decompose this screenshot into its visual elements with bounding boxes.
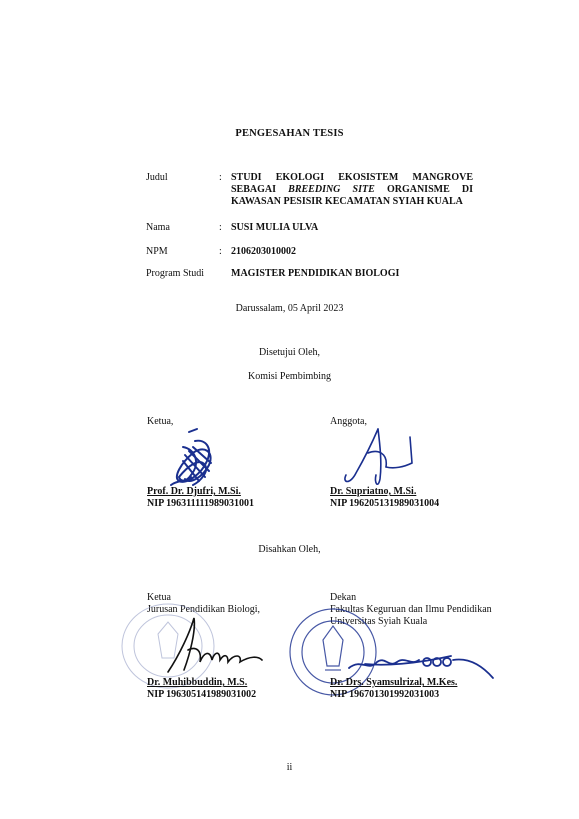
nama-label: Nama xyxy=(146,222,170,233)
place-date: Darussalam, 05 April 2023 xyxy=(235,303,344,314)
supervisor-left-role: Ketua, xyxy=(147,416,174,427)
page-number: ii xyxy=(286,762,293,773)
supervisor-right-nip: NIP 196205131989031004 xyxy=(330,498,440,509)
supervisor-right-role: Anggota, xyxy=(330,416,367,427)
official-left-role-1: Ketua xyxy=(147,592,171,603)
official-left-nip: NIP 196305141989031002 xyxy=(147,689,257,700)
page-title: PENGESAHAN TESIS xyxy=(235,128,344,139)
supervisor-left-name: Prof. Dr. Djufri, M.Si. xyxy=(147,486,241,497)
official-right-nip: NIP 196701301992031003 xyxy=(330,689,440,700)
signature-left xyxy=(165,427,235,492)
official-right-role-2: Fakultas Keguruan dan Ilmu Pendidikan xyxy=(330,604,492,615)
ratified-by: Disahkan Oleh, xyxy=(258,544,321,555)
npm-label: NPM xyxy=(146,246,168,257)
signature-right xyxy=(338,423,418,493)
npm-value: 2106203010002 xyxy=(231,246,296,257)
official-left-name: Dr. Muhibbuddin, M.S. xyxy=(147,677,248,688)
prodi-value: MAGISTER PENDIDIKAN BIOLOGI xyxy=(231,268,400,279)
supervisor-right-name: Dr. Supriatno, M.Si. xyxy=(330,486,417,497)
supervisor-left-nip: NIP 196311111989031001 xyxy=(147,498,254,509)
judul-line-2: SEBAGAI BREEDING SITE ORGANISME DI xyxy=(231,184,473,195)
committee: Komisi Pembimbing xyxy=(247,371,332,382)
prodi-label: Program Studi xyxy=(146,268,205,279)
official-left-role-2: Jurusan Pendidikan Biologi, xyxy=(147,604,261,615)
judul-label: Judul xyxy=(146,172,168,183)
signature-left-official xyxy=(160,614,270,676)
nama-value: SUSI MULIA ULVA xyxy=(231,222,319,233)
judul-line-3: KAWASAN PESISIR KECAMATAN SYIAH KUALA xyxy=(231,196,463,207)
approved-by: Disetujui Oleh, xyxy=(258,347,321,358)
official-right-role-3: Universitas Syiah Kuala xyxy=(330,616,428,627)
npm-colon: : xyxy=(219,246,222,257)
official-right-role-1: Dekan xyxy=(330,592,357,603)
judul-italic-term: BREEDING SITE xyxy=(288,184,375,195)
judul-line-1: STUDI EKOLOGI EKOSISTEM MANGROVE xyxy=(231,172,473,183)
judul-colon: : xyxy=(219,172,222,183)
nama-colon: : xyxy=(219,222,222,233)
judul-value xyxy=(231,172,473,208)
official-right-name: Dr. Drs. Syamsulrizal, M.Kes. xyxy=(330,677,458,688)
